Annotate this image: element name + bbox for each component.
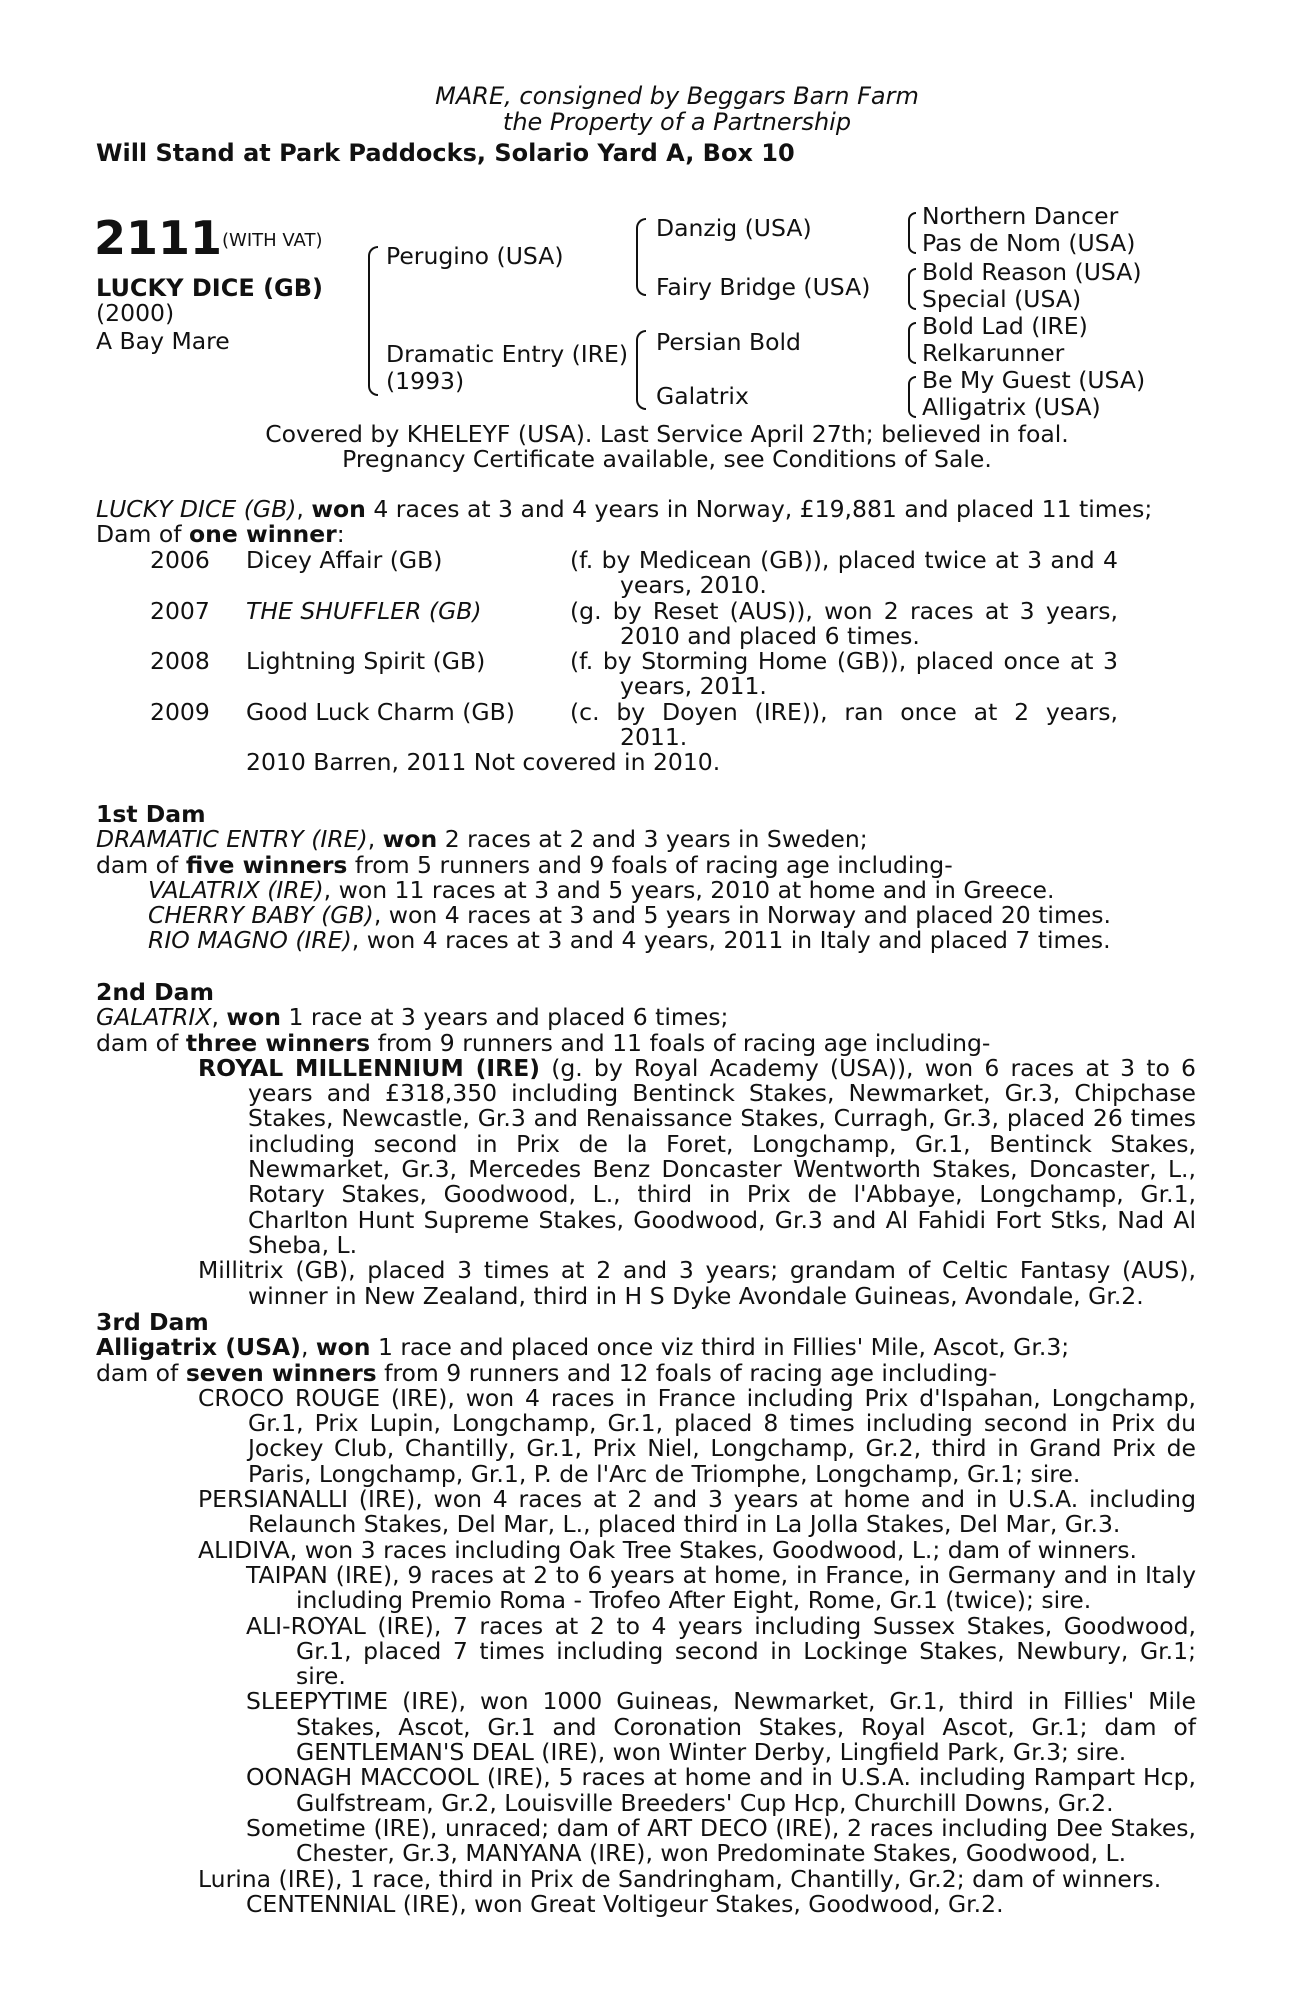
winners-count: one winner [188, 520, 337, 549]
second-dam-heading: 2nd Dam [96, 978, 214, 1006]
third-dam-name: Alligatrix (USA) [96, 1333, 301, 1362]
progeny-name: Good Luck Charm (GB) [246, 697, 515, 726]
progeny-name: CHERRY BABY (GB) [148, 901, 374, 930]
mare-name: LUCKY DICE (GB) [96, 495, 297, 523]
lurina-entry: Lurina (IRE), 1 race, third in Prix de Sandringham, Chantilly, Gr.2; dam of winners. [198, 1864, 1162, 1893]
winners-count: five winners [185, 850, 348, 879]
croco-rouge-entry: CROCO ROUGE (IRE), won 4 races in France including Prix d'Ispahan, Longchamp, Gr.1, Prix Lupin, Longchamp, Gr.1, placed 8 times including second in Prix du Jockey Club, Chantilly, Gr.1, Prix Niel, Longchamp, Gr.2, third in Grand Prix de Paris, Longchamp, Gr.1, P. de l'Arc de Triomphe, Longchamp, Gr.1; sire. [198, 1383, 1196, 1488]
pedigree-brace-dam [636, 330, 646, 410]
progeny-details: (g. by Reset (AUS)), won 2 races at 3 years, 2010 and placed 6 times. [570, 596, 1118, 650]
millitrix-entry: Millitrix (GB), placed 3 times at 2 and 3 years; grandam of Celtic Fantasy (AUS), winner in New Zealand, third in H S Dyke Avondale Guineas, Avondale, Gr.2. [198, 1256, 1196, 1310]
second-dam-rest: from 9 runners and 11 foals of racing age including- [370, 1028, 991, 1057]
progeny-year: 2006 [150, 546, 210, 574]
pedigree-ds: Persian Bold [656, 328, 801, 356]
pedigree-sds: Bold Reason (USA) [922, 258, 1142, 286]
progeny-year: 2009 [150, 697, 210, 726]
header-line-2: the Property of a Partnership [502, 108, 852, 136]
lot-year: (2000) [96, 299, 175, 327]
mare-intro: LUCKY DICE (GB), won 4 races at 3 and 4 years in Norway, £19,881 and placed 11 times; Dam of one winner: [96, 495, 1153, 549]
pedigree-dsd: Relkarunner [922, 339, 1065, 367]
third-dam-section: 3rd Dam Alligatrix (USA), won 1 race and placed once viz third in Fillies' Mile, Ascot, Gr.3; dam of seven winners from 9 runners and 12 foals of racing age including- CROCO ROUGE (IRE), won 4 races in France including Prix d'Ispahan, Longchamp, Gr.1, Prix Lupin, Longchamp, Gr.1, placed 8 times including second in Prix du Jockey Club, Chantilly, Gr.1, Prix Niel, Longchamp, Gr.2, third in Grand Prix de Paris, Longchamp, Gr.1, P. de l'Arc de Triomphe, Longchamp, Gr.1; sire. PERSIANALLI (IRE), won 4 races at 2 and 3 years at home and in U.S.A. including Relaunch Stakes, Del Mar, L., placed third in La Jolla Stakes, Del Mar, Gr.3. ALIDIVA, won 3 races including Oak Tree Stakes, Goodwood, L.; dam of winners. TAIPAN (IRE), 9 races at 2 to 6 years at home, in France, in Germany and in Italy including Premio Roma - Trofeo After Eight, Rome, Gr.1 (twice); sire. ALI-ROYAL (IRE), 7 races at 2 to 4 years including Sussex Stakes, Goodwood, Gr.1, placed 7 times including second in Lockinge Stakes, Newbury, Gr.1; sire. SLEEPYTIME (IRE), won 1000 Guineas, Newmarket, Gr.1, third in Fillies' Mile Stakes, Ascot, Gr.1 and Coronation Stakes, Royal Ascot, Gr.1; dam of GENTLEMAN'S DEAL (IRE), won Winter Derby, Lingfield Park, Gr.3; sire. OONAGH MACCOOL (IRE), 5 races at home and in U.S.A. including Rampart Hcp, Gulfstream, Gr.2, Louisville Breeders' Cup Hcp, Churchill Downs, Gr.2. Sometime (IRE), unraced; dam of ART DECO (IRE), 2 races including Dee Stakes, Chester, Gr.3, MANYANA (IRE), won Predominate Stakes, Goodwood, L. Lurina (IRE), 1 race, third in Prix de Sandringham, Chantilly, Gr.2; dam of winners. CENTENNIAL (IRE), won Great Voltigeur Stakes, Goodwood, Gr.2. [96, 1308, 1196, 1918]
first-dam-section: 1st Dam DRAMATIC ENTRY (IRE), won 2 races at 2 and 3 years in Sweden; dam of five winners from 5 runners and 9 foals of racing age including- VALATRIX (IRE), won 11 races at 3 and 5 years, 2010 at home and in Greece. CHERRY BABY (GB), won 4 races at 3 and 5 years in Norway and placed 20 times. RIO MAGNO (IRE), won 4 races at 3 and 4 years, 2011 in Italy and placed 7 times. [96, 802, 1196, 954]
lot-number: 2111 [94, 211, 223, 265]
progeny-text: , won 11 races at 3 and 5 years, 2010 at home and in Greece. [323, 875, 1055, 904]
progeny-year: 2008 [150, 647, 210, 676]
won-label: won [311, 495, 366, 523]
second-dam-name: GALATRIX [96, 1003, 212, 1032]
progeny-row [150, 649, 1120, 700]
pedigree-dds: Be My Guest (USA) [922, 366, 1146, 394]
progeny-details: (c. by Doyen (IRE)), ran once at 2 years, 2011. [570, 697, 1118, 752]
progeny-list [150, 548, 1120, 776]
oonagh-maccool-entry: OONAGH MACCOOL (IRE), 5 races at home and in U.S.A. including Rampart Hcp, Gulfstream, Gr.2, Louisville Breeders' Cup Hcp, Churchill Downs, Gr.2. [246, 1763, 1196, 1817]
ali-royal-entry: ALI-ROYAL (IRE), 7 races at 2 to 4 years including Sussex Stakes, Goodwood, Gr.1, placed 7 times including second in Lockinge Stakes, Newbury, Gr.1; sire. [246, 1611, 1196, 1691]
pedigree-dam: Dramatic Entry (IRE) [386, 340, 629, 368]
progeny-name: ROYAL MILLENNIUM (IRE) [198, 1053, 540, 1082]
colon: : [336, 520, 345, 549]
winners-count: seven winners [185, 1358, 377, 1387]
dam-of-label: dam of [96, 850, 186, 879]
pedigree-sdd: Special (USA) [922, 285, 1082, 313]
pedigree-sire: Perugino (USA) [386, 242, 564, 270]
pedigree-dd: Galatrix [656, 382, 749, 410]
pedigree-brace-ss [908, 212, 916, 254]
pedigree-brace-ds [908, 322, 916, 364]
second-dam-section: 2nd Dam GALATRIX, won 1 race at 3 years and placed 6 times; dam of three winners from 9 runners and 11 foals of racing age including- ROYAL MILLENNIUM (IRE) (g. by Royal Academy (USA)), won 6 races at 3 to 6 years and £318,350 including Bentinck Stakes, Newmarket, Gr.3, Chipchase Stakes, Newcastle, Gr.3 and Renaissance Stakes, Curragh, Gr.3, placed 26 times including second in Prix de la Foret, Longchamp, Gr.1, Bentinck Stakes, Newmarket, Gr.3, Mercedes Benz Doncaster Wentworth Stakes, Doncaster, L., Rotary Stakes, Goodwood, L., third in Prix de l'Abbaye, Longchamp, Gr.1, Charlton Hunt Supreme Stakes, Goodwood, Gr.3 and Al Fahidi Fort Stks, Nad Al Sheba, L. Millitrix (GB), placed 3 times at 2 and 3 years; grandam of Celtic Fantasy (AUS), winner in New Zealand, third in H S Dyke Avondale Guineas, Avondale, Gr.2. [96, 978, 1196, 1310]
progeny-text: , won 4 races at 3 and 5 years in Norway and placed 20 times. [373, 901, 1112, 930]
progeny-text: , won 4 races at 3 and 4 years, 2011 in Italy and placed 7 times. [351, 926, 1111, 955]
progeny-name: Dicey Affair (GB) [246, 546, 443, 574]
pedigree-dam-year: (1993) [386, 367, 465, 395]
pedigree-brace-dd [908, 376, 916, 418]
progeny-year: 2007 [150, 596, 210, 625]
pedigree-brace-sd [908, 268, 916, 310]
winners-count: three winners [185, 1028, 371, 1057]
royal-millennium-entry [96, 1053, 1196, 1259]
progeny-name: Lightning Spirit (GB) [246, 647, 486, 676]
pedigree-sd: Fairy Bridge (USA) [656, 273, 871, 301]
progeny-row [150, 697, 1120, 752]
pedigree-brace-sire [636, 218, 646, 296]
pedigree-brace-main [368, 246, 378, 396]
alidiva-entry: ALIDIVA, won 3 races including Oak Tree Stakes, Goodwood, L.; dam of winners. [198, 1535, 1137, 1564]
sometime-entry: Sometime (IRE), unraced; dam of ART DECO (IRE), 2 races including Dee Stakes, Chester, Gr.3, MANYANA (IRE), won Predominate Stakes, Goodwood, L. [246, 1813, 1196, 1868]
won-label: won [382, 825, 438, 854]
progeny-row [150, 596, 1120, 650]
dam-of-label: Dam of [96, 520, 189, 549]
pedigree-ssd: Pas de Nom (USA) [922, 229, 1136, 257]
third-dam-text: 1 race and placed once viz third in Fillies' Mile, Ascot, Gr.3; [370, 1333, 1070, 1362]
persianalli-entry: PERSIANALLI (IRE), won 4 races at 2 and 3 years at home and in U.S.A. including Relaunch Stakes, Del Mar, L., placed third in La Jolla Stakes, Del Mar, Gr.3. [198, 1485, 1196, 1539]
first-dam-name: DRAMATIC ENTRY (IRE) [96, 825, 368, 854]
progeny-name: THE SHUFFLER (GB) [246, 596, 482, 625]
centennial-entry: CENTENNIAL (IRE), won Great Voltigeur Stakes, Goodwood, Gr.2. [246, 1889, 1004, 1918]
progeny-row [150, 548, 1120, 599]
first-dam-text: 2 races at 2 and 3 years in Sweden; [437, 825, 868, 854]
pedigree-dss: Bold Lad (IRE) [922, 312, 1088, 340]
taipan-entry: TAIPAN (IRE), 9 races at 2 to 6 years at home, in France, in Germany and in Italy including Premio Roma - Trofeo After Eight, Rome, Gr.1 (twice); sire. [246, 1560, 1196, 1615]
covered-line-1: Covered by KHELEYF (USA). Last Service April 27th; believed in foal. [265, 420, 1069, 448]
lot-description: A Bay Mare [96, 327, 230, 355]
second-dam-text: 1 race at 3 years and placed 6 times; [281, 1003, 729, 1032]
lot-vat: (WITH VAT) [222, 230, 323, 251]
first-dam-heading: 1st Dam [96, 800, 206, 828]
header-line-3: Will Stand at Park Paddocks, Solario Yard A, Box 10 [96, 139, 795, 167]
barren-note: 2010 Barren, 2011 Not covered in 2010. [246, 748, 721, 777]
dam-of-label: dam of [96, 1358, 186, 1387]
progeny-name: VALATRIX (IRE) [148, 875, 324, 904]
pedigree-ss: Danzig (USA) [656, 214, 812, 242]
progeny-details: (f. by Medicean (GB)), placed twice at 3 and 4 years, 2010. [570, 546, 1118, 600]
pedigree-ddd: Alligatrix (USA) [922, 393, 1101, 421]
won-label: won [226, 1003, 282, 1032]
dam-of-label: dam of [96, 1028, 186, 1057]
progeny-name: RIO MAGNO (IRE) [148, 926, 352, 955]
first-dam-rest: from 5 runners and 9 foals of racing age including- [347, 850, 953, 879]
progeny-text: (g. by Royal Academy (USA)), won 6 races at 3 to 6 years and £318,350 including Bentinck Stakes, Newmarket, Gr.3, Chipchase Stakes, Newcastle, Gr.3 and Renaissance Stakes, Curragh, Gr.3, placed 26 times including second in Prix de la Foret, Longchamp, Gr.1, Bentinck Stakes, Newmarket, Gr.3, Mercedes Benz Doncaster Wentworth Stakes, Doncaster, L., Rotary Stakes, Goodwood, L., third in Prix de l'Abbaye, Longchamp, Gr.1, Charlton Hunt Supreme Stakes, Goodwood, Gr.3 and Al Fahidi Fort Stks, Nad Al Sheba, L. [248, 1053, 1196, 1259]
lot-name: LUCKY DICE (GB) [96, 274, 324, 302]
pedigree-sss: Northern Dancer [922, 202, 1119, 230]
third-dam-rest: from 9 runners and 12 foals of racing age including- [376, 1358, 997, 1387]
header-line-1: MARE, consigned by Beggars Barn Farm [435, 82, 919, 110]
sleepytime-entry: SLEEPYTIME (IRE), won 1000 Guineas, Newmarket, Gr.1, third in Fillies' Mile Stakes, Ascot, Gr.1 and Coronation Stakes, Royal Ascot, Gr.1; dam of GENTLEMAN'S DEAL (IRE), won Winter Derby, Lingfield Park, Gr.3; sire. [246, 1687, 1196, 1767]
third-dam-heading: 3rd Dam [96, 1308, 209, 1336]
intro-text: 4 races at 3 and 4 years in Norway, £19,881 and placed 11 times; [365, 495, 1153, 523]
progeny-details: (f. by Storming Home (GB)), placed once at 3 years, 2011. [570, 647, 1118, 701]
won-label: won [315, 1333, 371, 1362]
covered-line-2: Pregnancy Certificate available, see Conditions of Sale. [342, 445, 992, 473]
